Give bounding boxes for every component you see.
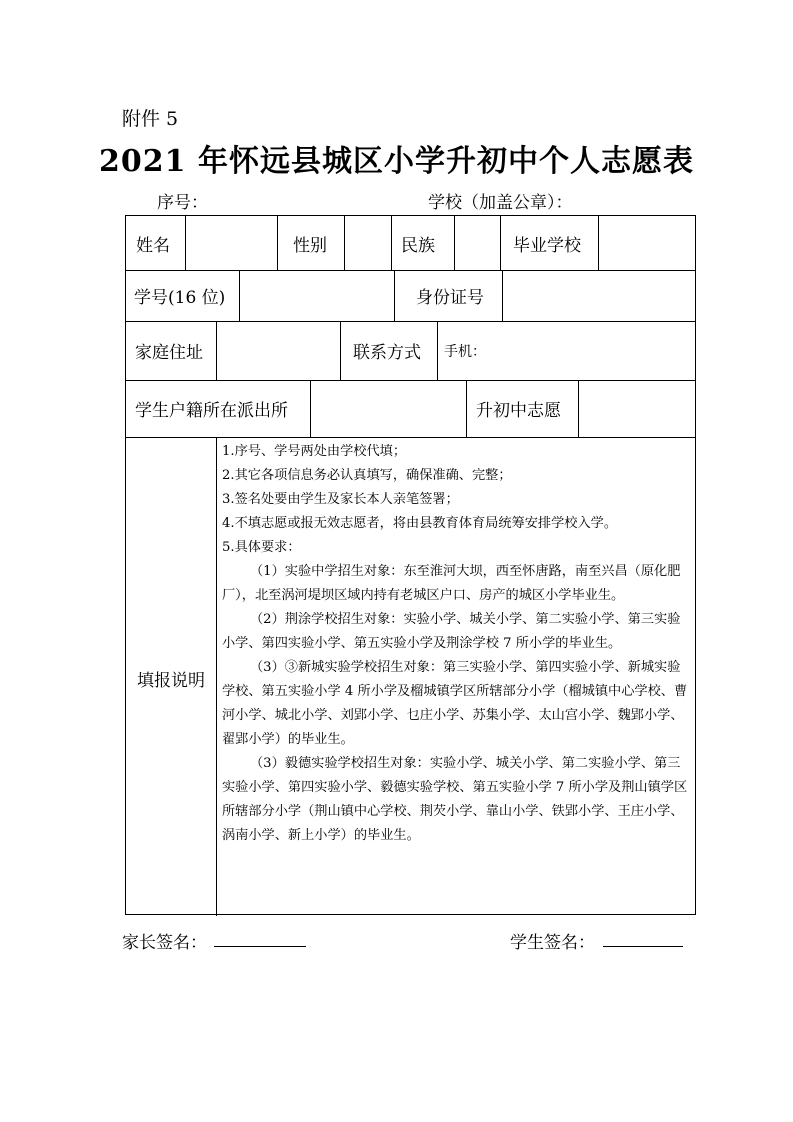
ethnicity-field[interactable] bbox=[455, 216, 499, 270]
gender-field[interactable] bbox=[345, 216, 390, 270]
home-address-label: 家庭住址 bbox=[135, 343, 203, 363]
graduation-school-field[interactable] bbox=[599, 216, 695, 270]
gender-label: 性别 bbox=[293, 235, 327, 256]
mobile-field[interactable] bbox=[488, 321, 693, 380]
student-signature-line[interactable] bbox=[603, 946, 683, 947]
id-number-field[interactable] bbox=[503, 270, 695, 321]
school-choice-label: 升初中志愿 bbox=[476, 401, 561, 421]
school-stamp-label: 学校（加盖公章）： bbox=[428, 193, 573, 213]
id-number-label: 身份证号 bbox=[416, 288, 484, 308]
instruction-item: 5.具体要求： bbox=[222, 540, 301, 555]
graduation-school-label: 毕业学校 bbox=[513, 235, 581, 256]
home-address-field[interactable] bbox=[217, 321, 339, 380]
instruction-item: （2）荆涂学校招生对象：实验小学、城关小学、第二实验小学、第三实验小学、第四实验小学、第五实验小学及荆涂学校 7 所小学的毕业生。 bbox=[222, 612, 681, 651]
parent-signature-label: 家长签名： bbox=[122, 933, 207, 953]
mobile-label: 手机： bbox=[444, 343, 486, 360]
instruction-item: （1）实验中学招生对象：东至淮河大坝，西至怀唐路，南至兴昌（原化肥厂），北至涡河堤坝区域内持有老城区户口、房产的城区小学毕业生。 bbox=[222, 564, 681, 603]
police-station-field[interactable] bbox=[311, 380, 465, 437]
instruction-item: 1.序号、学号两处由学校代填； bbox=[222, 444, 407, 459]
application-form-table bbox=[125, 215, 696, 915]
form-title: 2021 年怀远县城区小学升初中个人志愿表 bbox=[99, 144, 694, 179]
instruction-item: 4.不填志愿或报无效志愿者，将由县教育体育局统筹安排学校入学。 bbox=[222, 516, 618, 531]
student-signature-label: 学生签名： bbox=[510, 933, 595, 953]
instruction-item: （3）③新城实验学校招生对象：第三实验小学、第四实验小学、新城实验学校、第五实验小学 4 所小学及榴城镇学区所辖部分小学（榴城镇中心学校、曹河小学、城北小学、刘郢小学、乜庄小学、苏集小学、太山宫小学、魏郢小学、翟郢小学）的毕业生。 bbox=[222, 660, 688, 747]
instructions-label: 填报说明 bbox=[137, 670, 205, 691]
student-number-field[interactable] bbox=[240, 270, 393, 321]
contact-label: 联系方式 bbox=[353, 343, 421, 363]
student-number-label: 学号(16 位) bbox=[134, 288, 226, 308]
instruction-item: 2.其它各项信息务必认真填写，确保准确、完整； bbox=[222, 468, 512, 483]
name-field[interactable] bbox=[186, 216, 276, 270]
parent-signature-line[interactable] bbox=[214, 946, 306, 947]
name-label: 姓名 bbox=[136, 235, 170, 256]
school-choice-field[interactable] bbox=[579, 380, 694, 437]
serial-label: 序号： bbox=[157, 193, 208, 213]
ethnicity-label: 民族 bbox=[401, 235, 435, 256]
instructions-text bbox=[222, 440, 692, 848]
attachment-label: 附件 5 bbox=[122, 108, 179, 130]
instruction-item: （3）毅德实验学校招生对象：实验小学、城关小学、第二实验小学、第三实验小学、第四实验小学、毅德实验学校、第五实验小学 7 所小学及荆山镇学区所辖部分小学（荆山镇中心学校、荆芡小学、靠山小学、铁郢小学、王庄小学、涡南小学、新上小学）的毕业生。 bbox=[222, 756, 688, 843]
instruction-item: 3.签名处要由学生及家长本人亲笔签署； bbox=[222, 492, 459, 507]
police-station-label: 学生户籍所在派出所 bbox=[135, 401, 288, 421]
